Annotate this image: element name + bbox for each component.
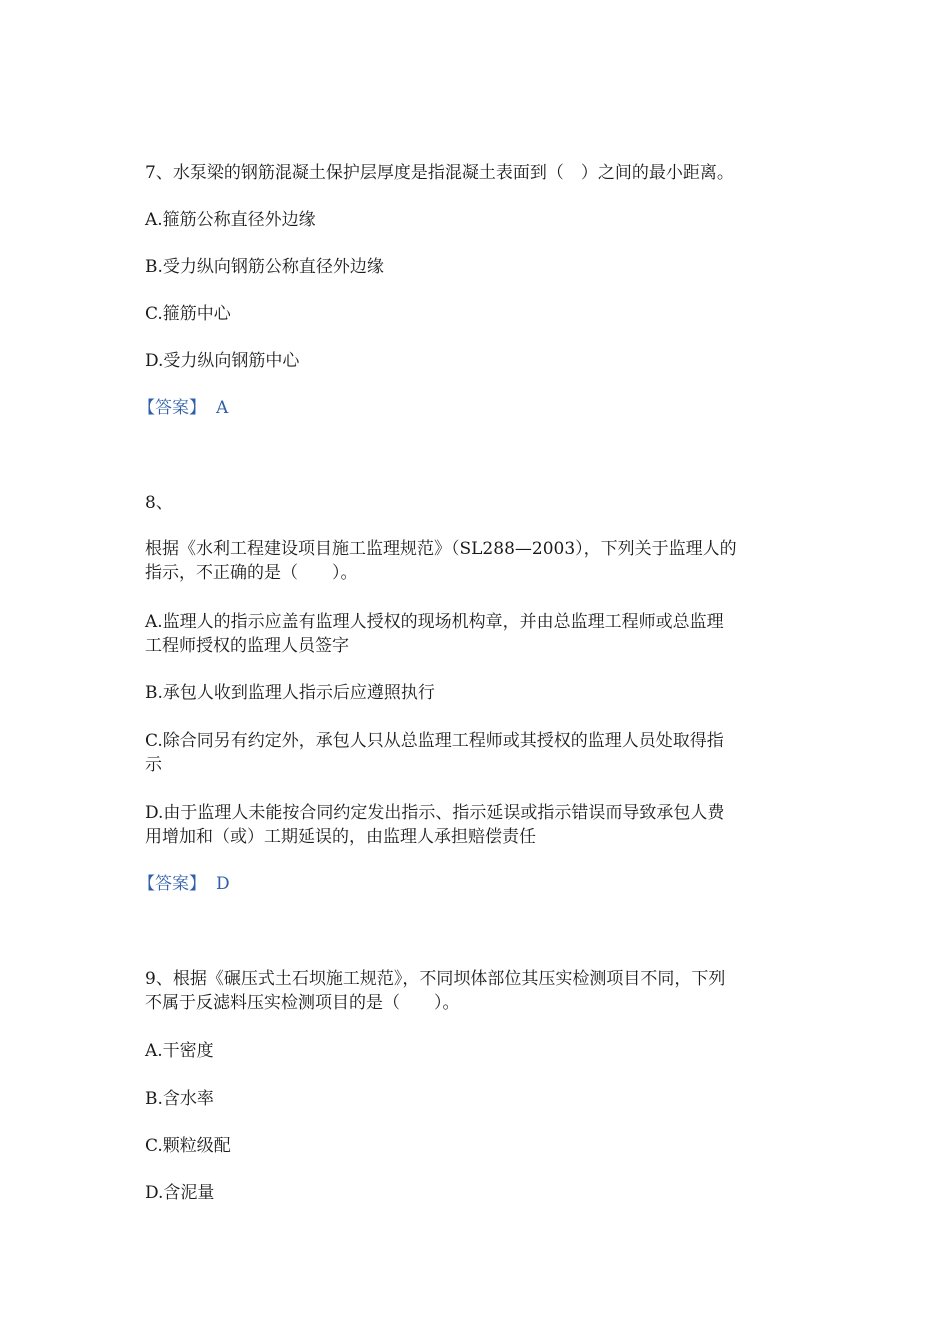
question-9-option-b: B.含水率 [145,1089,214,1109]
question-9-option-d: D.含泥量 [145,1183,215,1203]
answer-value: A [216,398,229,418]
question-9-option-c: C.颗粒级配 [145,1136,231,1156]
question-7-stem: 7、水泵梁的钢筋混凝土保护层厚度是指混凝土表面到（ ）之间的最小距离。 [145,163,734,183]
question-8-number: 8、 [145,493,173,513]
question-7-option-d: D.受力纵向钢筋中心 [145,351,300,371]
answer-label: 【答案】 [138,398,206,418]
question-7-option-b: B.受力纵向钢筋公称直径外边缘 [145,257,384,277]
question-9-stem-line-1: 9、根据《碾压式土石坝施工规范》，不同坝体部位其压实检测项目不同，下列 [145,969,726,989]
answer-value: D [216,874,230,894]
question-7-option-a: A.箍筋公称直径外边缘 [145,210,316,230]
question-9-stem-line-2: 不属于反滤料压实检测项目的是（ ）。 [145,993,460,1013]
question-8-stem-line-2: 指示，不正确的是（ ）。 [145,563,358,583]
question-8-option-c-line-2: 示 [145,755,162,775]
question-8-option-d-line-1: D.由于监理人未能按合同约定发出指示、指示延误或指示错误而导致承包人费 [145,803,725,823]
question-9-option-a: A.干密度 [145,1041,214,1061]
question-8-option-a-line-2: 工程师授权的监理人员签字 [145,636,349,656]
question-8-option-b: B.承包人收到监理人指示后应遵照执行 [145,683,435,703]
question-8-answer [138,872,230,896]
question-8-stem-line-1: 根据《水利工程建设项目施工监理规范》（SL288—2003），下列关于监理人的 [145,539,737,559]
question-8-option-a-line-1: A.监理人的指示应盖有监理人授权的现场机构章，并由总监理工程师或总监理 [145,612,724,632]
question-8-option-c-line-1: C.除合同另有约定外，承包人只从总监理工程师或其授权的监理人员处取得指 [145,731,724,751]
question-7-answer [138,396,228,420]
question-7-option-c: C.箍筋中心 [145,304,231,324]
answer-label: 【答案】 [138,874,206,894]
question-8-option-d-line-2: 用增加和（或）工期延误的，由监理人承担赔偿责任 [145,827,536,847]
